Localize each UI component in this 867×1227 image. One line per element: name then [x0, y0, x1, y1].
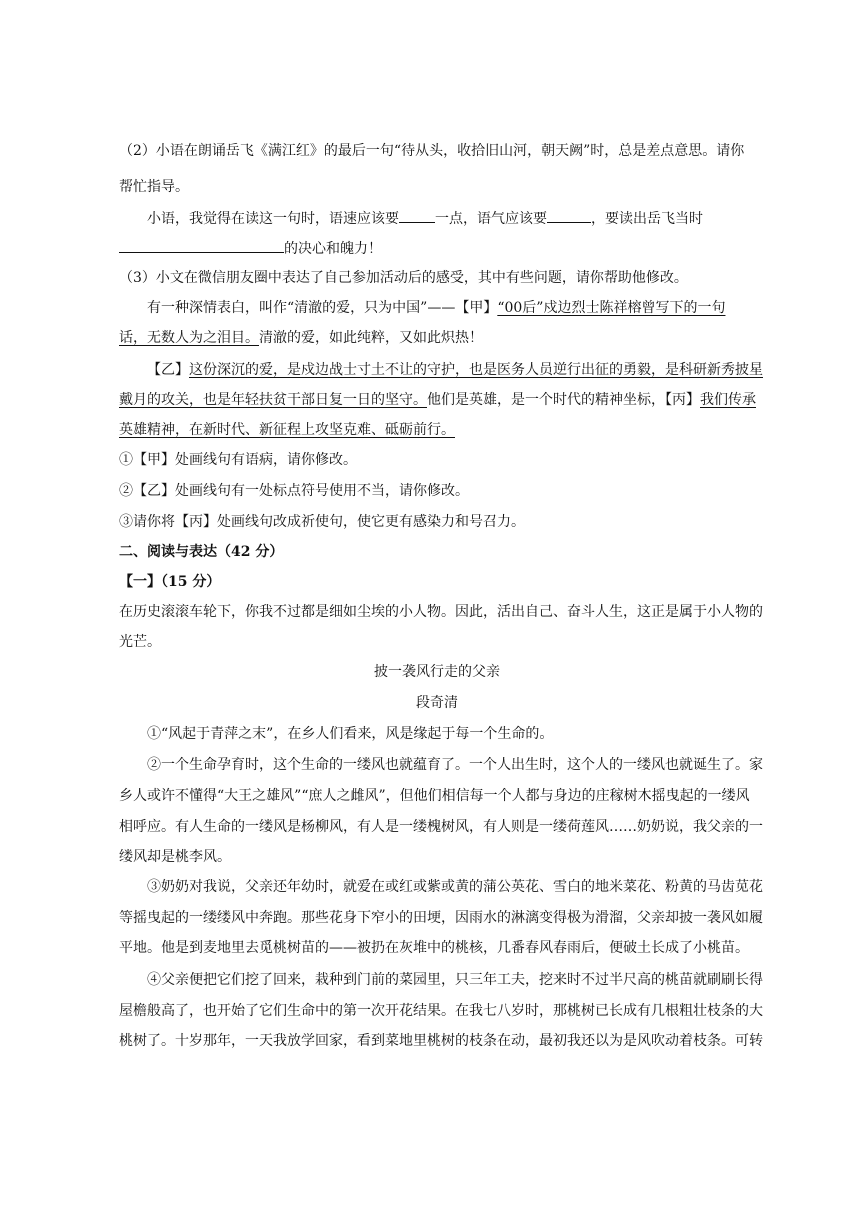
q3-paragraph-1-line-2	[119, 328, 755, 348]
article-title: 披一袭风行走的父亲	[374, 664, 500, 680]
q3-paragraph-2-line-3	[119, 420, 755, 440]
article-paragraph-3-line-1: ③奶奶对我说，父亲还年幼时，就爱在或红或紫或黄的蒲公英花、雪白的地米菜花、粉黄的马齿苋花	[147, 879, 763, 895]
underlined-sentence-yi-cont: 戴月的攻关，也是年轻扶贫干部日复一日的坚守。	[119, 392, 427, 408]
q3-paragraph-2-line-1	[147, 360, 763, 380]
q2-answer-text-d: 的决心和魄力！	[284, 241, 382, 257]
article-paragraph-2-line-1: ②一个生命孕育时，这个生命的一缕风也就蕴育了。一个人出生时，这个人的一缕风也就诞生了。家	[147, 757, 763, 773]
underlined-sentence-yi: 这份深沉的爱，是戍边战士寸土不让的守护，也是医务人员逆行出征的勇毅，是科研新秀披星	[189, 362, 763, 378]
section-heading: 二、阅读与表达（42 分）	[119, 544, 284, 560]
fill-blank-speed[interactable]	[399, 208, 435, 223]
underlined-sentence-jia-cont: 话，无数人为之泪目。	[119, 330, 259, 346]
article-paragraph-4-line-3: 桃树了。十岁那年，一天我放学回家，看到菜地里桃树的枝条在动，最初我还以为是风吹动着枝条。可转	[119, 1033, 763, 1049]
article-author: 段奇清	[416, 695, 458, 711]
fill-blank-tone[interactable]	[547, 208, 591, 223]
q3-paragraph-1-line-1	[147, 298, 755, 318]
q2-answer-text-c: ，要读出岳飞当时	[591, 211, 703, 227]
q3-subquestion-3: ③请你将【丙】处画线句改成祈使句，使它更有感染力和号召力。	[119, 514, 525, 530]
article-paragraph-4-line-1: ④父亲便把它们挖了回来，栽种到门前的菜园里，只三年工夫，挖来时不过半尺高的桃苗就刷刷长得	[147, 972, 763, 988]
q3-p2-label-yi: 【乙】	[147, 362, 189, 378]
part-heading: 【一】（15 分）	[119, 574, 221, 590]
q3-p1-text-a: 有一种深情表白，叫作“清澈的爱，只为中国”——【甲】	[147, 300, 498, 316]
q2-answer-text-a: 小语，我觉得在读这一句时，语速应该要	[147, 211, 399, 227]
q2-line-2: 帮忙指导。	[119, 179, 189, 195]
article-paragraph-3-line-2: 等摇曳起的一缕缕风中奔跑。那些花身下窄小的田埂，因雨水的淋漓变得极为滑溜，父亲却披一袭风如履	[119, 910, 763, 926]
article-paragraph-2-line-2: 乡人或许不懂得“大王之雄风”“庶人之雌风”，但他们相信每一个人都与身边的庄稼树木摇曳起的一缕风	[119, 788, 750, 804]
underlined-sentence-bing-cont: 英雄精神，在新时代、新征程上攻坚克难、砥砺前行。	[119, 422, 455, 438]
q3-p2-text-d: 他们是英雄，是一个时代的精神坐标，【丙】	[427, 392, 700, 408]
q3-p1-text-d: 清澈的爱，如此纯粹，又如此炽热！	[259, 330, 483, 346]
q3-intro: （3）小文在微信朋友圈中表达了自己参加活动后的感受，其中有些问题，请你帮助他修改。	[119, 270, 688, 286]
article-paragraph-1: ①“风起于青萍之末”，在乡人们看来，风是缘起于每一个生命的。	[147, 726, 554, 742]
q2-answer-line	[147, 208, 755, 229]
underlined-sentence-bing: 我们传承	[700, 392, 756, 408]
article-paragraph-2-line-3: 相呼应。有人生命的一缕风是杨柳风，有人是一缕槐树风，有人则是一缕荷莲风……奶奶说，我父亲的一	[119, 819, 763, 835]
section-intro-line-1: 在历史滚滚车轮下，你我不过都是细如尘埃的小人物。因此，活出自己、奋斗人生，这正是属于小人物的	[119, 604, 763, 620]
q3-paragraph-2-line-2	[119, 390, 755, 410]
article-paragraph-3-line-3: 平地。他是到麦地里去觅桃树苗的——被扔在灰堆中的桃核，几番春风春雨后，便破土长成了小桃苗。	[119, 940, 749, 956]
section-intro-line-2: 光芒。	[119, 634, 161, 650]
q2-answer-text-b: 一点，语气应该要	[435, 211, 547, 227]
q2-answer-line-2	[119, 238, 755, 259]
fill-blank-emotion[interactable]	[119, 238, 284, 253]
article-paragraph-2-line-4: 缕风却是桃李风。	[119, 849, 231, 865]
underlined-sentence-jia: “00后”戍边烈士陈祥榕曾写下的一句	[497, 300, 726, 316]
q3-subquestion-2: ②【乙】处画线句有一处标点符号使用不当，请你修改。	[119, 483, 469, 499]
article-paragraph-4-line-2: 屋檐般高了，也开始了它们生命中的第一次开花结果。在我七八岁时，那桃树已长成有几根粗壮枝条的大	[119, 1003, 763, 1019]
q2-line-1: （2）小语在朗诵岳飞《满江红》的最后一句“待从头，收拾旧山河，朝天阙”时，总是差点意思。请你	[119, 143, 745, 159]
q3-subquestion-1: ①【甲】处画线句有语病，请你修改。	[119, 452, 357, 468]
